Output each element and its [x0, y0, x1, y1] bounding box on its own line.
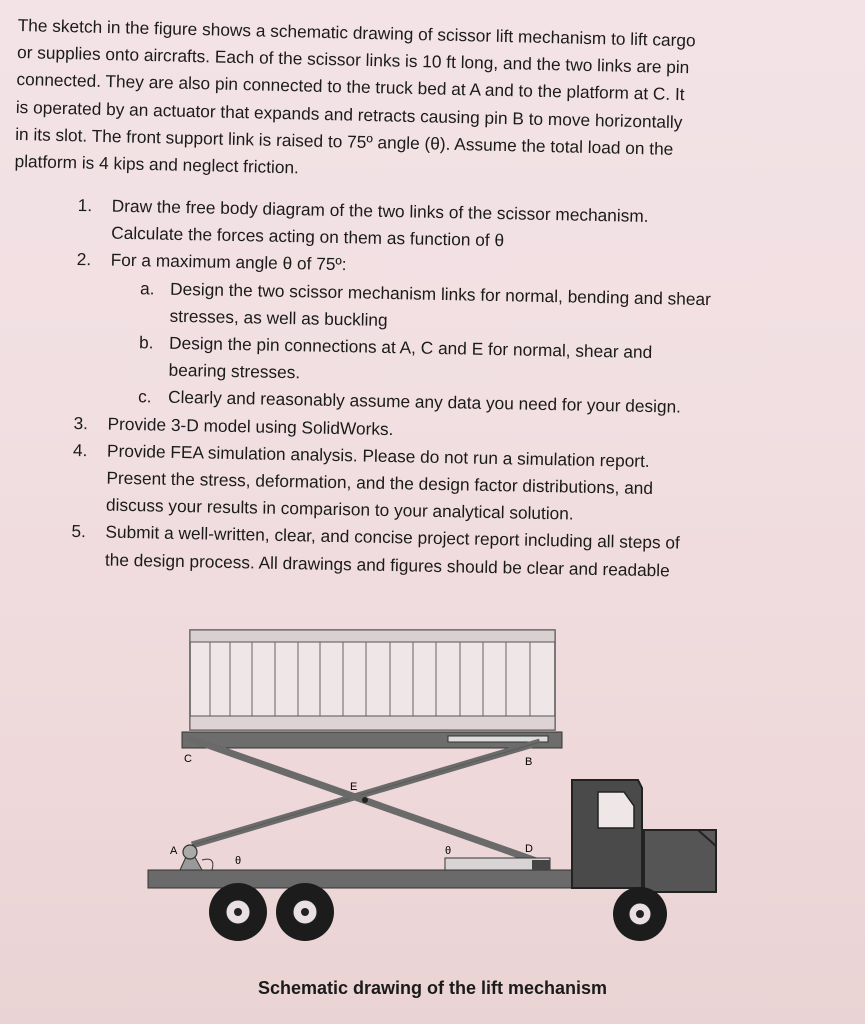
label-c: C — [184, 753, 192, 765]
task-text: Calculate the forces acting on them as function of θ — [111, 222, 505, 251]
intro-line: in its slot. The front support link is raised to 75º angle (θ). Assume the total load on the — [15, 123, 674, 159]
figure-caption: Schematic drawing of the lift mechanism — [257, 978, 608, 998]
task-text: the design process. All drawings and figures should be clear and readable — [104, 549, 670, 581]
cargo-container — [190, 630, 555, 730]
subtask-letter: a. — [139, 277, 155, 299]
intro-line: The sketch in the figure shows a schematic drawing of scissor lift mechanism to lift cargo — [17, 14, 696, 51]
task-text: For a maximum angle θ of 75º: — [110, 250, 347, 275]
scissor-links — [188, 738, 542, 863]
label-theta-right: θ — [445, 845, 452, 857]
subtask-letter: b. — [138, 332, 154, 353]
label-a: A — [170, 845, 178, 857]
intro-line: connected. They are also pin connected to the truck bed at A and to the platform at C. It — [16, 69, 685, 105]
task-text: Submit a well-written, clear, and concise project report including all steps of — [105, 522, 680, 554]
truck-wheels — [209, 883, 667, 941]
subtask-text: stresses, as well as buckling — [169, 305, 388, 330]
task-number: 5. — [71, 521, 87, 542]
task-item — [72, 437, 843, 533]
task-number: 4. — [72, 439, 88, 461]
intro-line: is operated by an actuator that expands and retracts causing pin B to move horizontally — [15, 96, 683, 132]
label-theta-left: θ — [235, 855, 242, 867]
task-number: 1. — [77, 194, 93, 216]
label-e: E — [350, 781, 358, 793]
intro-line: platform is 4 kips and neglect friction. — [14, 150, 300, 178]
subtask-text: bearing stresses. — [168, 359, 301, 383]
label-d: D — [525, 843, 533, 855]
task-text: Present the stress, deformation, and the design factor distributions, and — [106, 467, 654, 499]
task-list — [71, 192, 848, 588]
task-number: 3. — [73, 412, 89, 433]
task-text: Draw the free body diagram of the two links of the scissor mechanism. — [111, 195, 649, 226]
subtask-text: Clearly and reasonably assume any data you need for your design. — [167, 387, 682, 418]
truck-cab — [572, 780, 716, 892]
subtask-text: Design the pin connections at A, C and E for normal, shear and — [168, 332, 653, 363]
task-text: Provide 3-D model using SolidWorks. — [107, 413, 394, 439]
task-text: discuss your results in comparison to your analytical solution. — [105, 494, 574, 524]
task-text: Provide FEA simulation analysis. Please do not run a simulation report. — [106, 440, 650, 471]
pin-a-support — [180, 845, 213, 870]
intro-line: or supplies onto aircrafts. Each of the scissor links is 10 ft long, and the two links are pin — [16, 42, 690, 78]
platform — [182, 732, 562, 748]
task-number: 2. — [76, 249, 92, 270]
lift-mechanism-diagram — [140, 620, 740, 950]
problem-statement — [14, 12, 849, 194]
subtask-text: Design the two scissor mechanism links for normal, bending and shear — [169, 278, 712, 309]
subtask-letter: c. — [137, 386, 152, 407]
label-b: B — [525, 756, 533, 768]
